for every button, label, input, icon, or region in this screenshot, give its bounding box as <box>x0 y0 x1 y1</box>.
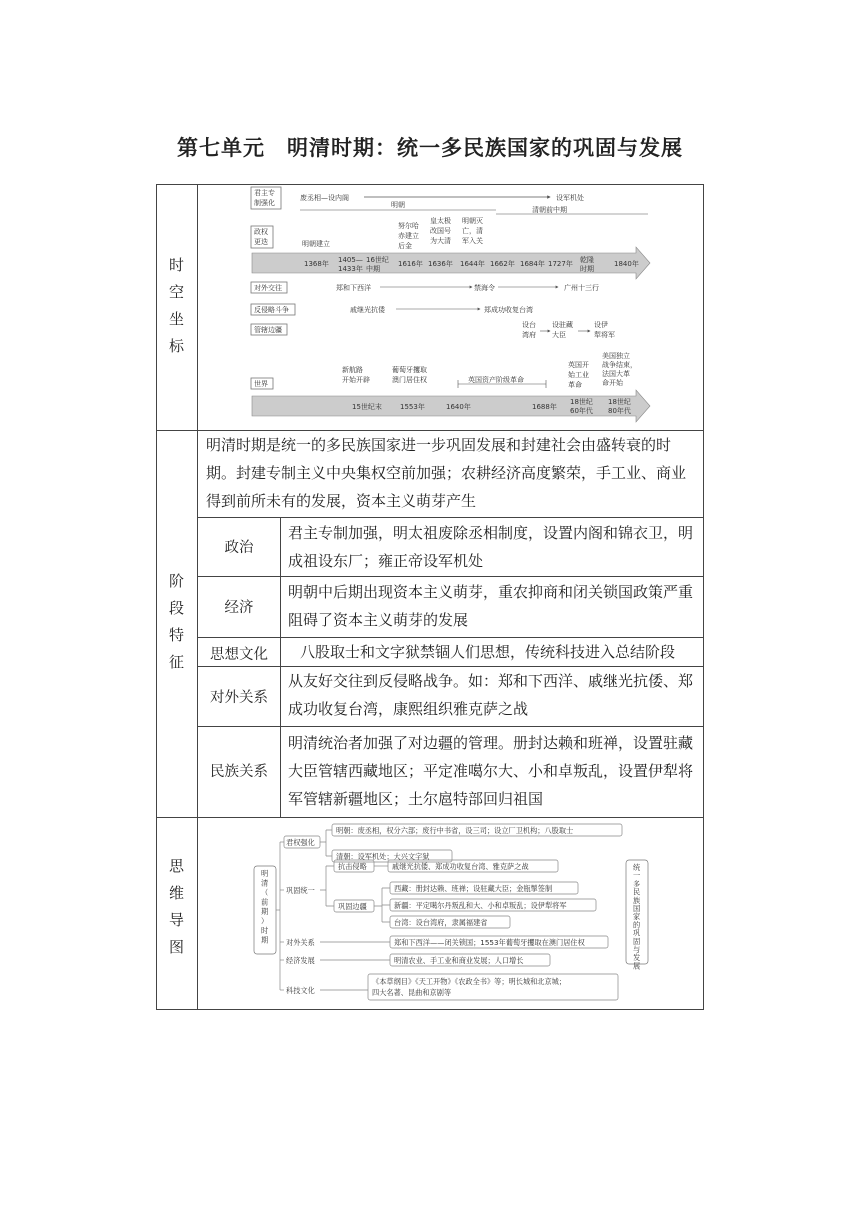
xinhanglu-line: 开始开辟 <box>342 376 370 384</box>
node-xizang: 西藏：册封达赖、班禅；设驻藏大臣；金瓶掣签制 <box>394 884 553 893</box>
meiguo-line: 命开始 <box>602 379 623 387</box>
node-duiwai: 对外关系 <box>286 938 315 947</box>
nuerhachi-line: 赤建立 <box>398 232 419 240</box>
node-keji-text <box>372 977 566 997</box>
mindmap-root <box>261 869 268 945</box>
mindmap-theme-char: 固 <box>633 936 641 946</box>
shezhun-label: 设军机处 <box>556 194 584 202</box>
keji-line: 《本草纲目》《天工开物》《农政全书》等；明长城和北京城； <box>372 977 567 986</box>
zhengchenggong-label: 郑成功收复台湾 <box>484 306 533 314</box>
huangtaiji-line: 皇太极 <box>430 217 451 225</box>
label-char: 阶 <box>168 572 184 590</box>
guangzhou-label: 广州十三行 <box>564 284 599 292</box>
qingqian-label: 清朝前中期 <box>532 206 567 214</box>
mindmap-theme-char: 家 <box>633 912 641 922</box>
cat-fanqinlue: 反侵略斗争 <box>254 306 289 314</box>
mindmap-theme-char: 国 <box>633 904 641 913</box>
mindmap-theme-char: 多 <box>633 879 641 889</box>
stage-text-ethnic: 明清统治者加强了对边疆的管理。册封达赖和班禅，设置驻藏大臣管辖西藏地区；平定准噶尔大、小和卓叛乱，设置伊犁将军管辖新疆地区；土尔扈特部回归祖国 <box>288 734 694 808</box>
year-top-label: 1636年 <box>428 260 453 268</box>
yili-label <box>594 320 615 339</box>
label-char: 坐 <box>168 310 184 328</box>
row-divider <box>197 517 704 518</box>
mindmap-theme-char: 展 <box>633 961 641 971</box>
xinhanglu-line: 新航路 <box>342 366 363 374</box>
sub-column-divider <box>280 517 281 817</box>
mindmap-row-label <box>156 853 197 961</box>
ming-label: 明朝 <box>391 201 405 209</box>
huangtaiji-line: 改国号 <box>430 227 451 235</box>
year-top-label: 1616年 <box>398 260 423 268</box>
zhenghe-label: 郑和下西洋 <box>336 284 371 292</box>
node-duiwai-text: 郑和下西洋——闭关锁国；1553年葡萄牙攫取在澳门居住权 <box>394 938 585 947</box>
mindmap-root-char: 前 <box>261 897 269 907</box>
node-taiwan: 台湾：设台湾府，隶属福建省 <box>394 918 488 927</box>
huangtaiji-label <box>430 216 451 245</box>
stage-text-culture: 八股取士和文字狱禁锢人们思想，传统科技进入总结阶段 <box>300 643 676 661</box>
node-kangji: 抗击侵略 <box>338 862 367 871</box>
zhuzang-line: 大臣 <box>552 331 566 339</box>
page-title: 第七单元 明清时期：统一多民族国家的巩固与发展 <box>177 136 683 160</box>
stage-row-label <box>156 568 197 676</box>
year-bottom-label: 80年代 <box>608 407 631 415</box>
cat-zhengquan-1: 政权 <box>254 228 268 236</box>
label-char: 征 <box>168 653 184 671</box>
mindmap-theme-char: 巩 <box>633 928 641 938</box>
node-gonggu: 巩固统一 <box>286 886 315 895</box>
label-char: 图 <box>168 938 184 956</box>
mindmap-root-char: 时 <box>261 926 269 935</box>
mingwang-line: 明朝灭 <box>462 217 483 225</box>
mindmap-theme-char: 的 <box>633 920 641 930</box>
qijiguang-label: 戚继光抗倭 <box>350 306 385 314</box>
label-char: 思 <box>168 857 184 875</box>
gongye-line: 英国开 <box>568 361 589 369</box>
year-top-label: 1644年 <box>460 260 485 268</box>
year-bottom-label: 15世纪末 <box>352 403 382 411</box>
label-char: 时 <box>168 256 184 274</box>
mindmap-root-char: 明 <box>261 869 269 878</box>
mindmap-theme <box>633 863 641 970</box>
putaoya-line: 葡萄牙攫取 <box>392 366 427 374</box>
stage-text-foreign: 从友好交往到反侵略战争。如：郑和下西洋、戚继光抗倭、郑成功收复台湾，康熙组织雅克萨之战 <box>288 672 694 718</box>
huangtaiji-line: 为大清 <box>430 237 451 245</box>
keji-line: 四大名著、昆曲和京剧等 <box>372 988 452 997</box>
gongye-line: 革命 <box>568 381 582 389</box>
timeline-diagram <box>246 186 656 426</box>
year-bottom-label: 1640年 <box>446 403 471 411</box>
year-top-label: 时期 <box>580 265 594 273</box>
yili-line: 犁将军 <box>594 331 615 339</box>
cat-zhengquan-2: 更迭 <box>254 238 268 246</box>
stage-label-politics: 政治 <box>224 540 254 556</box>
node-junquan-ming: 明朝：废丞相，权分六部；废行中书省，设三司；设立厂卫机构；八股取士 <box>336 826 574 835</box>
stage-label-economy: 经济 <box>224 600 254 616</box>
cat-shijie: 世界 <box>254 380 268 388</box>
putaoya-label <box>392 365 427 384</box>
zhuzang-line: 设驻藏 <box>552 321 573 329</box>
row-divider <box>197 576 704 577</box>
cat-guanxia: 管辖边疆 <box>254 326 282 334</box>
meiguo-label <box>602 351 637 387</box>
year-top-label: 1840年 <box>614 260 639 268</box>
meiguo-line: 战争结束， <box>602 361 637 369</box>
gongye-line: 始工业 <box>568 371 589 379</box>
mindmap-root-char: 期 <box>261 935 269 945</box>
cat-junzhu-2: 制强化 <box>254 199 275 207</box>
jinhailing-label: 禁海令 <box>474 284 495 292</box>
nuerhachi-label <box>398 221 419 250</box>
feichengxiang-label: 废丞相—设内阁 <box>300 194 349 202</box>
mindmap-theme-char: 统 <box>633 863 641 872</box>
yingguogeming-label: 英国资产阶级革命 <box>468 376 524 384</box>
label-char: 空 <box>168 283 184 301</box>
year-top-label: 1368年 <box>304 260 329 268</box>
mingwang-line: 亡，清 <box>462 227 483 235</box>
putaoya-line: 澳门居住权 <box>392 376 427 384</box>
year-bottom-label: 60年代 <box>570 407 593 415</box>
stage-text-politics: 君主专制加强，明太祖废除丞相制度，设置内阁和锦衣卫，明成祖设东厂；雍正帝设军机处 <box>288 524 694 570</box>
mindmap-theme-char: 发 <box>633 953 641 963</box>
mindmap-root-char: ） <box>261 916 269 926</box>
stage-label-culture: 思想文化 <box>210 647 268 663</box>
year-top-label: 1662年 <box>490 260 515 268</box>
yili-line: 设伊 <box>594 321 608 329</box>
node-jingji: 经济发展 <box>286 956 315 965</box>
node-kangji-text: 戚继光抗倭、郑成功收复台湾、雅克萨之战 <box>392 862 529 871</box>
node-xinjiang: 新疆：平定噶尔丹叛乱和大、小和卓叛乱；设伊犁将军 <box>394 901 567 910</box>
mindmap-root-char: 期 <box>261 907 269 916</box>
year-top-label: 1684年 <box>520 260 545 268</box>
node-jingji-text: 明清农业、手工业和商业发展；人口增长 <box>394 956 524 965</box>
node-bianjiang: 巩固边疆 <box>338 902 367 911</box>
node-junquan-qing: 清朝：设军机处；大兴文字狱 <box>336 852 430 861</box>
mindmap-theme-char: 与 <box>633 945 641 954</box>
year-top-label: 1727年 <box>548 260 573 268</box>
timeline-row-label <box>156 252 197 360</box>
mindmap-theme-char: 民 <box>633 887 641 897</box>
mingwang-label <box>462 216 483 245</box>
cat-junzhu-1: 君主专 <box>254 189 275 197</box>
nuerhachi-line: 后金 <box>398 242 412 250</box>
row-divider <box>197 726 704 727</box>
node-junquan: 君权强化 <box>286 838 315 847</box>
mingwang-line: 军入关 <box>462 237 483 245</box>
taiwanfu-label <box>522 320 536 339</box>
year-bottom-label: 18世纪 <box>570 398 593 406</box>
stage-text-economy: 明朝中后期出现资本主义萌芽，重农抑商和闭关锁国政策严重阻碍了资本主义萌芽的发展 <box>288 583 694 629</box>
mindmap-root-char: 清 <box>261 878 269 888</box>
label-char: 段 <box>168 599 184 617</box>
node-keji: 科技文化 <box>286 986 315 995</box>
year-top-label: 中期 <box>366 265 380 273</box>
year-bottom-label: 18世纪 <box>608 398 631 406</box>
nuerhachi-line: 努尔哈 <box>398 222 419 230</box>
label-char: 维 <box>168 884 184 902</box>
label-char: 导 <box>168 911 184 929</box>
meiguo-line: 法国大革 <box>602 370 630 378</box>
meiguo-line: 美国独立 <box>602 352 630 360</box>
cat-duiwai: 对外交往 <box>254 284 282 292</box>
label-char: 标 <box>168 337 184 355</box>
label-char: 特 <box>168 626 184 644</box>
mindmap-root-char: （ <box>261 888 269 897</box>
year-bottom-label: 1688年 <box>532 403 557 411</box>
year-top-label: 乾隆 <box>580 256 594 264</box>
year-top-label: 1433年 <box>338 265 363 273</box>
year-bottom-label: 1553年 <box>400 403 425 411</box>
taiwanfu-line: 设台 <box>522 321 536 329</box>
stage-label-foreign: 对外关系 <box>210 690 268 706</box>
zhuzang-label <box>552 320 573 339</box>
taiwanfu-line: 湾府 <box>522 331 536 339</box>
mindmap-theme-char: 族 <box>633 895 641 905</box>
mindmap-diagram <box>246 818 656 1008</box>
year-top-label: 1405— <box>338 256 363 264</box>
mingjianli-label: 明朝建立 <box>302 240 330 248</box>
stage-summary: 明清时期是统一的多民族国家进一步巩固发展和封建社会由盛转衰的时期。封建专制主义中央集权空前加强；农耕经济高度繁荣，手工业、商业得到前所未有的发展，资本主义萌芽产生 <box>206 436 687 510</box>
row-divider <box>197 637 704 638</box>
yingguogongye-label <box>568 360 589 389</box>
xinhanglu-label <box>342 365 370 384</box>
mindmap-theme-char: 一 <box>633 871 641 881</box>
year-top-label: 16世纪 <box>366 256 389 264</box>
stage-label-ethnic: 民族关系 <box>210 764 268 780</box>
